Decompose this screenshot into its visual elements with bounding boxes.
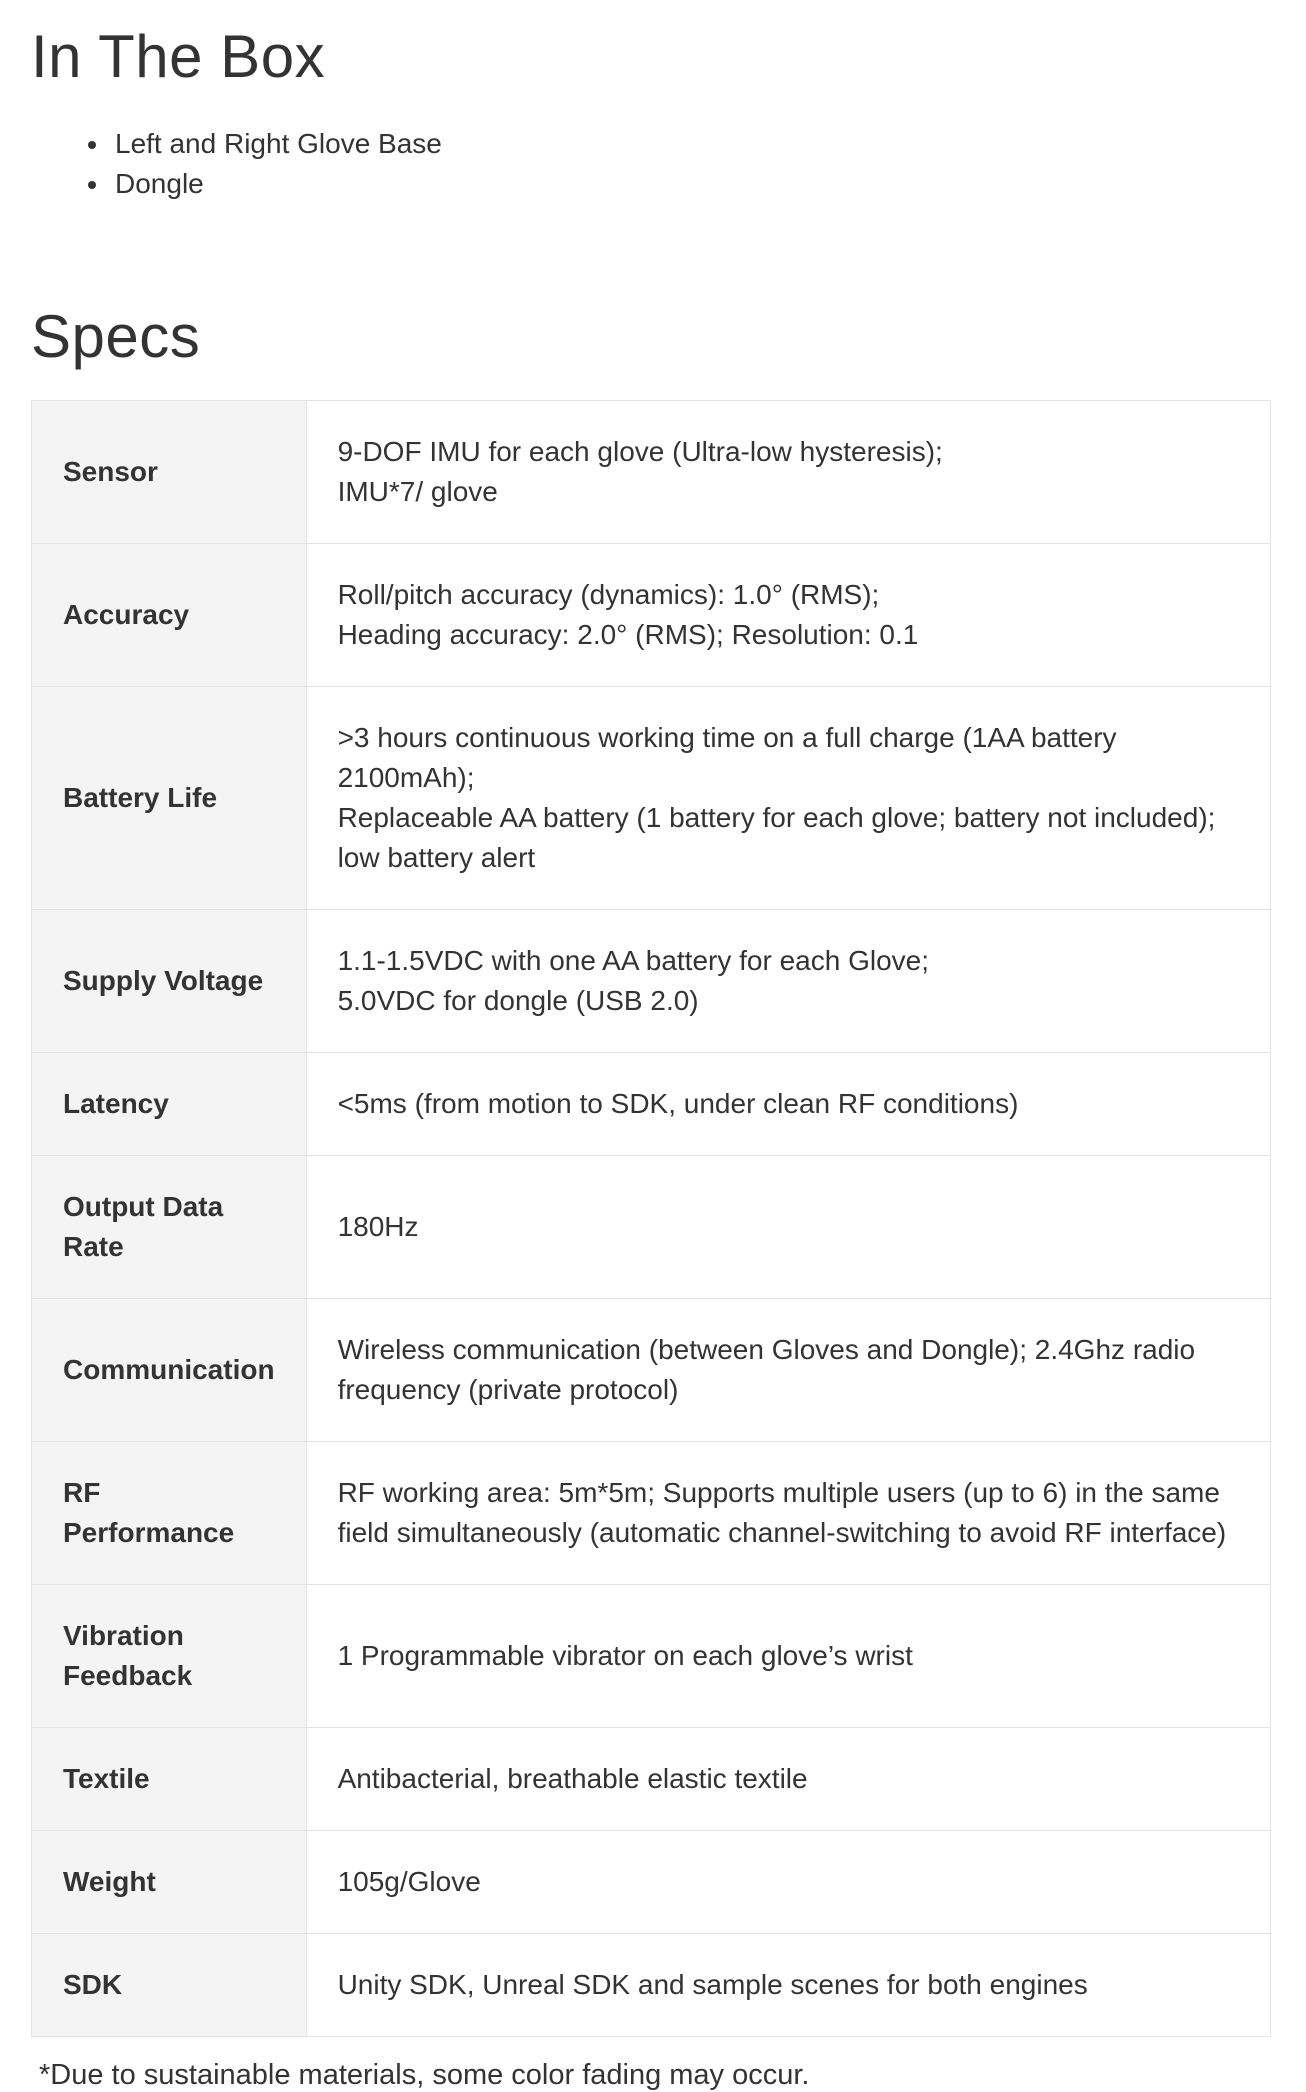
spec-value-line: 5.0VDC for dongle (USB 2.0) [337, 985, 699, 1016]
spec-value [306, 910, 1270, 1053]
spec-value-line: Heading accuracy: 2.0° (RMS); Resolution: 0.1 [337, 619, 919, 650]
spec-value [306, 1728, 1270, 1831]
list-item: • Left and Right Glove Base [111, 124, 1275, 164]
spec-value-line: 105g/Glove [337, 1866, 481, 1897]
in-the-box-list [31, 124, 1275, 204]
spec-value-line: Replaceable AA battery (1 battery for each glove; battery not included); [337, 802, 1216, 833]
spec-value-line: 1 Programmable vibrator on each glove’s wrist [337, 1640, 913, 1671]
spec-value-line: Roll/pitch accuracy (dynamics): 1.0° (RMS); [337, 579, 880, 610]
spec-value [306, 687, 1270, 910]
spec-value-line: 9-DOF IMU for each glove (Ultra-low hysteresis); [337, 436, 943, 467]
table-row [32, 401, 1271, 544]
spec-label: Communication [32, 1299, 307, 1442]
spec-label: Latency [32, 1053, 307, 1156]
spec-value-line: >3 hours continuous working time on a full charge (1AA battery 2100mAh); [337, 722, 1117, 793]
spec-value-line: Unity SDK, Unreal SDK and sample scenes for both engines [337, 1969, 1088, 2000]
spec-value [306, 1831, 1270, 1934]
spec-label: RF Performance [32, 1442, 307, 1585]
spec-value [306, 1156, 1270, 1299]
table-row [32, 1299, 1271, 1442]
spec-value [306, 1585, 1270, 1728]
spec-label: Accuracy [32, 544, 307, 687]
table-row [32, 1053, 1271, 1156]
spec-value [306, 1934, 1270, 2037]
spec-value-line: low battery alert [337, 842, 536, 873]
spec-label: Battery Life [32, 687, 307, 910]
footnote: *Due to sustainable materials, some color fading may occur. [39, 2059, 810, 2091]
spec-label: Textile [32, 1728, 307, 1831]
table-row [32, 1156, 1271, 1299]
spec-label: Output Data Rate [32, 1156, 307, 1299]
spec-label: Weight [32, 1831, 307, 1934]
table-row [32, 1728, 1271, 1831]
spec-value-line: Wireless communication (between Gloves and Dongle); 2.4Ghz radio frequency (private protocol) [337, 1334, 1196, 1405]
in-the-box-heading: In The Box [31, 23, 326, 90]
specs-table-body [32, 401, 1271, 2037]
spec-label: Sensor [32, 401, 307, 544]
spec-value [306, 1053, 1270, 1156]
spec-value [306, 1299, 1270, 1442]
list-item: • Dongle [111, 164, 1275, 204]
spec-value [306, 401, 1270, 544]
spec-value-line: Antibacterial, breathable elastic textile [337, 1763, 808, 1794]
spec-label: SDK [32, 1934, 307, 2037]
table-row [32, 1585, 1271, 1728]
spec-value-line: <5ms (from motion to SDK, under clean RF conditions) [337, 1088, 1019, 1119]
table-row [32, 687, 1271, 910]
spec-value-line: 1.1-1.5VDC with one AA battery for each Glove; [337, 945, 929, 976]
specs-heading: Specs [31, 303, 201, 370]
table-row [32, 1934, 1271, 2037]
spec-value-line: RF working area: 5m*5m; Supports multiple users (up to 6) in the same field simultaneously (automatic channel-switching to avoid RF interface) [337, 1477, 1227, 1548]
spec-value [306, 544, 1270, 687]
spec-label: Vibration Feedback [32, 1585, 307, 1728]
spec-value-line: IMU*7/ glove [337, 476, 498, 507]
table-row [32, 544, 1271, 687]
spec-label: Supply Voltage [32, 910, 307, 1053]
spec-value [306, 1442, 1270, 1585]
table-row [32, 1831, 1271, 1934]
spec-value-line: 180Hz [337, 1211, 419, 1242]
table-row [32, 1442, 1271, 1585]
table-row [32, 910, 1271, 1053]
specs-table [31, 400, 1271, 2037]
